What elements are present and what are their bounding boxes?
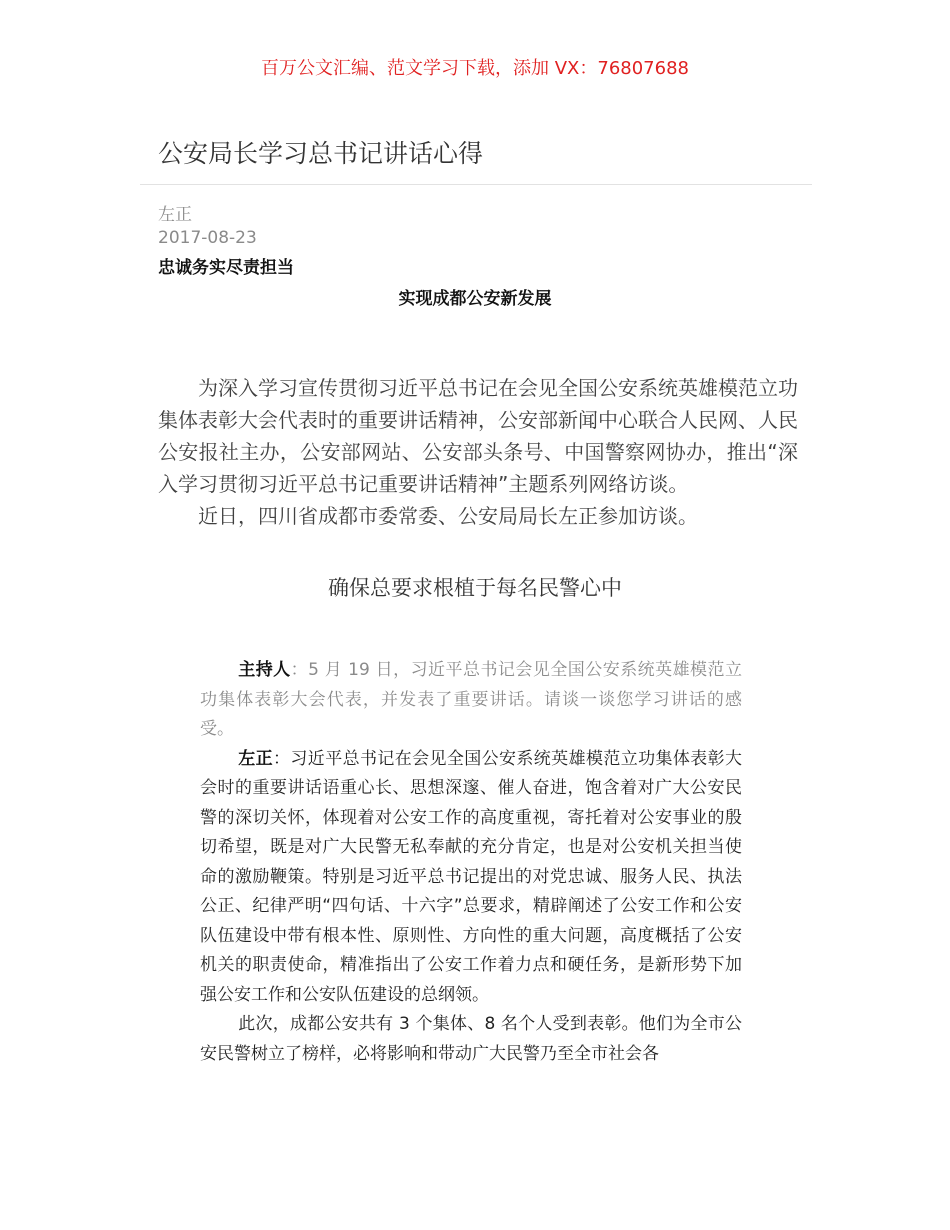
interviewee-speaker-label: 左正 — [238, 748, 274, 769]
host-speaker-label: 主持人 — [238, 660, 291, 680]
article-subtitle-line1: 忠诚务实尽责担当 — [158, 258, 294, 278]
interviewee-separator: ： — [273, 748, 291, 769]
interviewee-answer — [200, 745, 742, 1011]
host-question — [200, 656, 742, 745]
host-separator: ： — [290, 660, 309, 680]
article-subtitle-line2: 实现成都公安新发展 — [398, 289, 552, 309]
section-heading: 确保总要求根植于每名民警心中 — [328, 576, 622, 600]
host-question-text: 5 月 19 日，习近平总书记会见全国公安系统英雄模范立功集体表彰大会代表，并发表了重要讲话。请谈一谈您学习讲话的感受。 — [200, 660, 742, 739]
intro-section — [158, 372, 798, 532]
promo-banner: 百万公文汇编、范文学习下载，添加 VX：76807688 — [261, 58, 689, 79]
interview-section — [200, 656, 742, 1069]
interviewee-answer-text: 习近平总书记在会见全国公安系统英雄模范立功集体表彰大会时的重要讲话语重心长、思想深邃、催人奋进，饱含着对广大公安民警的深切关怀，体现着对公安工作的高度重视，寄托着对公安事业的殷切希望，既是对广大民警无私奉献的充分肯定，也是对公安机关担当使命的激励鞭策。特别是习近平总书记提出的对党忠诚、服务人民、执法公正、纪律严明“四句话、十六字”总要求，精辟阐述了公安工作和公安队伍建设中带有根本性、原则性、方向性的重大问题，高度概括了公安机关的职责使命，精准指出了公安工作着力点和硬任务，是新形势下加强公安工作和公安队伍建设的总纲领。 — [200, 748, 743, 1005]
closing-paragraph: 此次，成都公安共有 3 个集体、8 名个人受到表彰。他们为全市公安民警树立了榜样，必将影响和带动广大民警乃至全市社会各 — [200, 1014, 742, 1064]
title-divider — [140, 184, 812, 185]
publish-date: 2017-08-23 — [158, 228, 257, 248]
intro-paragraph: 近日，四川省成都市委常委、公安局局长左正参加访谈。 — [198, 504, 698, 528]
intro-paragraph: 为深入学习宣传贯彻习近平总书记在会见全国公安系统英雄模范立功集体表彰大会代表时的重要讲话精神，公安部新闻中心联合人民网、人民公安报社主办，公安部网站、公安部头条号、中国警察网协办，推出“深入学习贯彻习近平总书记重要讲话精神”主题系列网络访谈。 — [158, 376, 798, 496]
page-title: 公安局长学习总书记讲话心得 — [158, 139, 484, 168]
author-name: 左正 — [158, 205, 192, 225]
